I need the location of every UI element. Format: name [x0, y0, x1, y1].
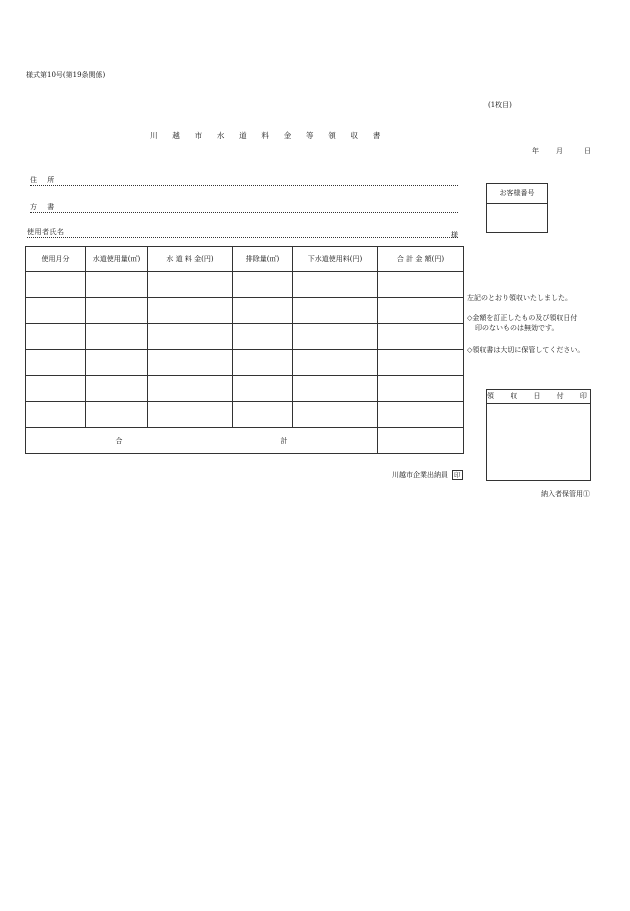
table-cell [233, 350, 293, 376]
table-cell [86, 402, 148, 428]
table-cell [26, 324, 86, 350]
user-name-label: 使用者氏名 [27, 228, 65, 236]
header-sewer-fee: 下水道使用料(円) [293, 247, 378, 272]
total-label [26, 428, 378, 454]
table-cell [148, 324, 233, 350]
table-cell [233, 376, 293, 402]
cashier-label: 川越市企業出納員 [392, 471, 448, 479]
receipt-date-stamp-box [486, 389, 594, 481]
header-water-fee: 水 道 料 金(円) [148, 247, 233, 272]
date-day-label: 日 [584, 147, 591, 155]
table-cell [148, 272, 233, 298]
table-cell [378, 298, 464, 324]
table-cell [26, 350, 86, 376]
date-row [532, 146, 591, 156]
table-cell [26, 376, 86, 402]
invalid-note-line2: 印のないものは無効です。 [475, 324, 559, 332]
table-row [26, 350, 464, 376]
table-header-row [26, 247, 464, 272]
table-cell [293, 272, 378, 298]
table-row [26, 402, 464, 428]
stamp-box-label: 領 収 日 付 印 [487, 390, 590, 404]
invalid-note-line1: ◇金額を訂正したもの及び領収日付 [467, 314, 578, 322]
header-month: 使用月分 [26, 247, 86, 272]
table-cell [378, 376, 464, 402]
date-month-label: 月 [556, 147, 563, 155]
table-row [26, 376, 464, 402]
total-label-second: 計 [280, 436, 288, 445]
date-year-label: 年 [532, 147, 539, 155]
header-total-amount: 合 計 金 額(円) [378, 247, 464, 272]
table-cell [378, 402, 464, 428]
table-cell [378, 324, 464, 350]
total-amount-cell [378, 428, 464, 454]
table-cell [26, 298, 86, 324]
table-row [26, 324, 464, 350]
total-row [26, 428, 464, 454]
sheet-number: (1枚目) [488, 101, 512, 109]
table-cell [293, 350, 378, 376]
user-name-field[interactable] [27, 228, 458, 238]
customer-number-label: お客様番号 [487, 184, 547, 204]
table-cell [148, 350, 233, 376]
table-cell [86, 272, 148, 298]
cashier-line [392, 470, 463, 480]
table-cell [148, 298, 233, 324]
address-label: 住 所 [30, 176, 59, 184]
invalid-note [467, 313, 577, 333]
kata-label: 方 書 [30, 203, 59, 211]
customer-number-box [486, 183, 548, 233]
table-cell [233, 298, 293, 324]
table-cell [148, 376, 233, 402]
table-cell [148, 402, 233, 428]
total-label-first: 合 [115, 436, 123, 445]
table-cell [233, 272, 293, 298]
table-cell [293, 402, 378, 428]
table-cell [26, 272, 86, 298]
header-discharge: 排除量(㎥) [233, 247, 293, 272]
kata-field[interactable] [30, 203, 458, 213]
table-cell [86, 298, 148, 324]
header-water-usage: 水道使用量(㎥) [86, 247, 148, 272]
honorific-label: 様 [451, 231, 458, 239]
seal-mark: 印 [454, 471, 461, 479]
keep-receipt-note: ◇領収書は大切に保管してください。 [467, 346, 585, 354]
table-cell [378, 350, 464, 376]
table-row [26, 298, 464, 324]
received-note: 左記のとおり領収いたしました。 [467, 294, 572, 302]
table-cell [293, 376, 378, 402]
customer-number-value[interactable] [487, 204, 547, 232]
copy-label: 納入者保管用① [541, 490, 590, 498]
charges-table [25, 246, 464, 454]
table-cell [233, 324, 293, 350]
table-cell [86, 350, 148, 376]
document-title: 川 越 市 水 道 料 金 等 領 収 書 [150, 131, 387, 140]
table-cell [293, 324, 378, 350]
table-cell [293, 298, 378, 324]
table-cell [378, 272, 464, 298]
address-field[interactable] [30, 176, 458, 186]
table-cell [86, 324, 148, 350]
form-number: 様式第10号(第19条関係) [26, 71, 106, 79]
table-cell [233, 402, 293, 428]
table-cell [86, 376, 148, 402]
table-row [26, 272, 464, 298]
table-cell [26, 402, 86, 428]
